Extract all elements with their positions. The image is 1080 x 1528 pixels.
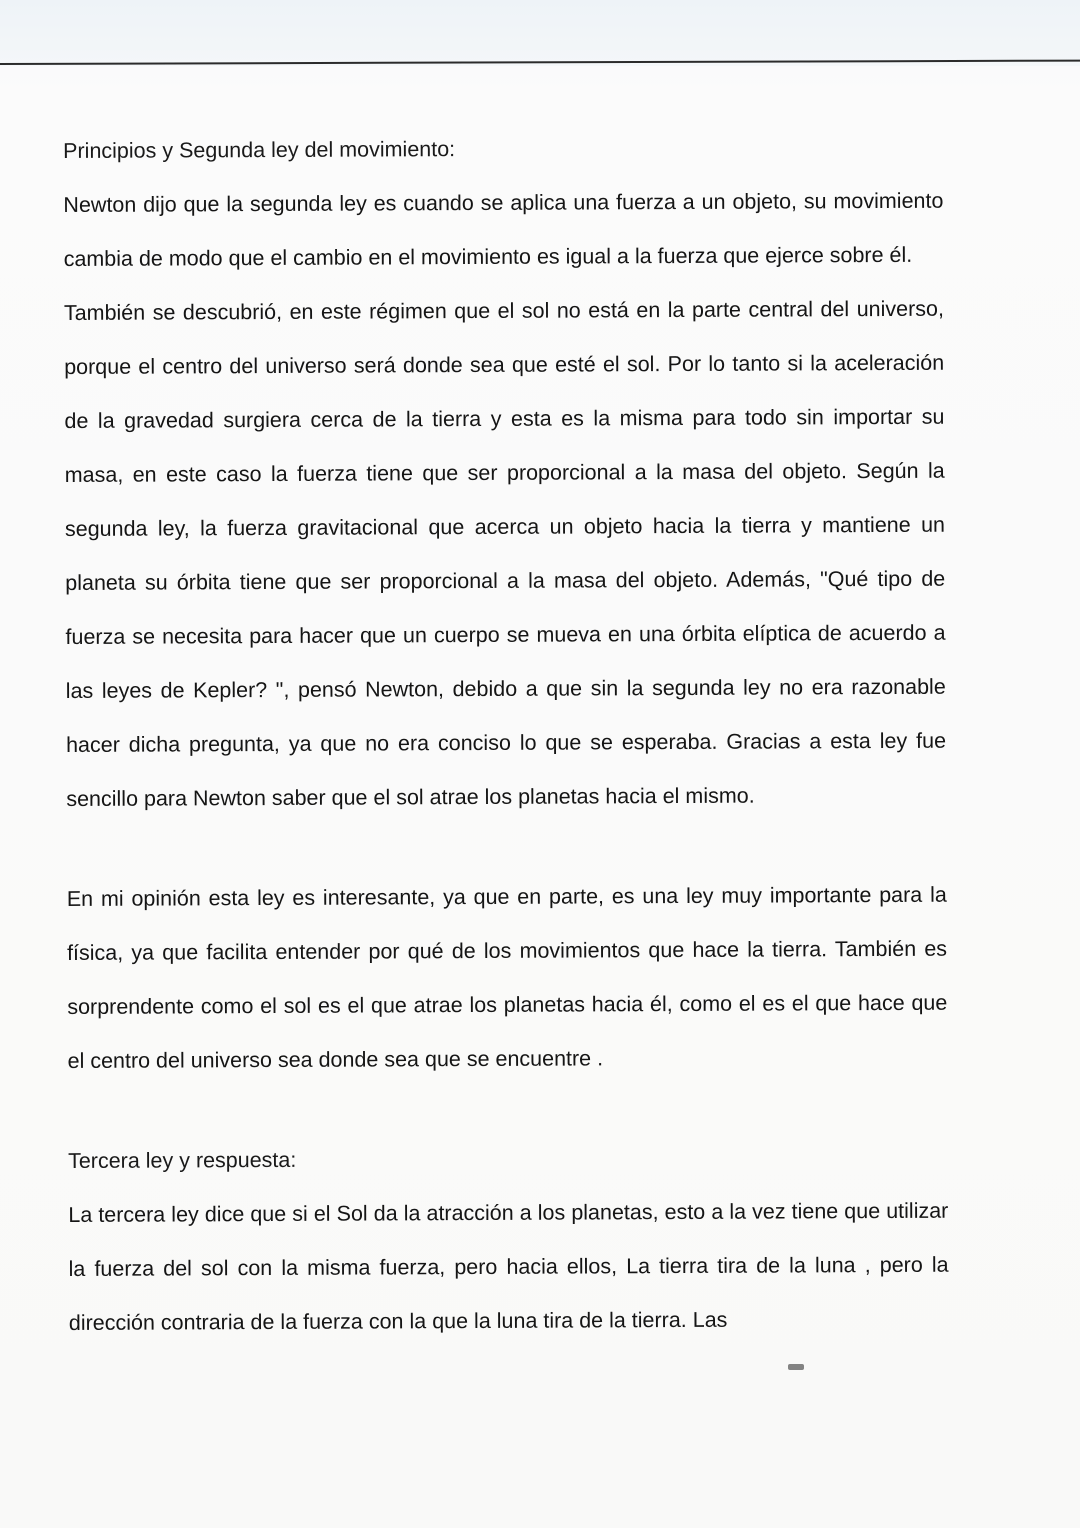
paragraph-newton-definition: Newton dijo que la segunda ley es cuando se aplica una fuerza a un objeto, su movimiento cambia de modo que el cambio en el movimiento es igual a la fuerza que ejerce sobre él. xyxy=(63,188,944,271)
section-heading-second-law: Principios y Segunda ley del movimiento: xyxy=(63,137,456,163)
paragraph-opinion: En mi opinión esta ley es interesante, ya que en parte, es una ley muy importante para la física, ya que facilita entender por qué de los movimientos que hace la tierra. También es sorprendente como el sol es el que atrae los planetas hacia él, como el es el que hace que el centro del universo sea donde sea que se encuentre . xyxy=(66,882,948,1073)
paragraph-spacer xyxy=(68,1084,948,1134)
paragraph-third-law: La tercera ley dice que si el Sol da la atracción a los planetas, esto a la vez tiene que utilizar la fuerza del sol con la misma fuerza, pero hacia ellos, La tierra tira de la luna , pero la dirección contraria de la fuerza con la que la luna tira de la tierra. Las xyxy=(68,1198,949,1335)
section-heading-third-law: Tercera ley y respuesta: xyxy=(68,1147,297,1173)
ink-blot-mark xyxy=(788,1364,804,1370)
paragraph-spacer xyxy=(66,822,946,872)
document-body xyxy=(63,120,949,1350)
page-top-edge xyxy=(0,0,1080,66)
paragraph-gravity-explanation: También se descubrió, en este régimen que el sol no está en la parte central del universo, porque el centro del universo será donde sea que esté el sol. Por lo tanto si la aceleración de la gravedad surgiera cerca de la tierra y esta es la misma para todo sin importar su masa, en este caso la fuerza tiene que ser proporcional a la masa del objeto. Según la segunda ley, la fuerza gravitacional que acerca un objeto hacia la tierra y mantiene un planeta su órbita tiene que ser proporcional a la masa del objeto. Además, "Qué tipo de fuerza se necesita para hacer que un cuerpo se mueva en una órbita elíptica de acuerdo a las leyes de Kepler? ", pensó Newton, debido a que sin la segunda ley no era razonable hacer dicha pregunta, ya que no era conciso lo que se esperaba. Gracias a esta ley fue sencillo para Newton saber que el sol atrae los planetas hacia el mismo. xyxy=(63,296,947,811)
